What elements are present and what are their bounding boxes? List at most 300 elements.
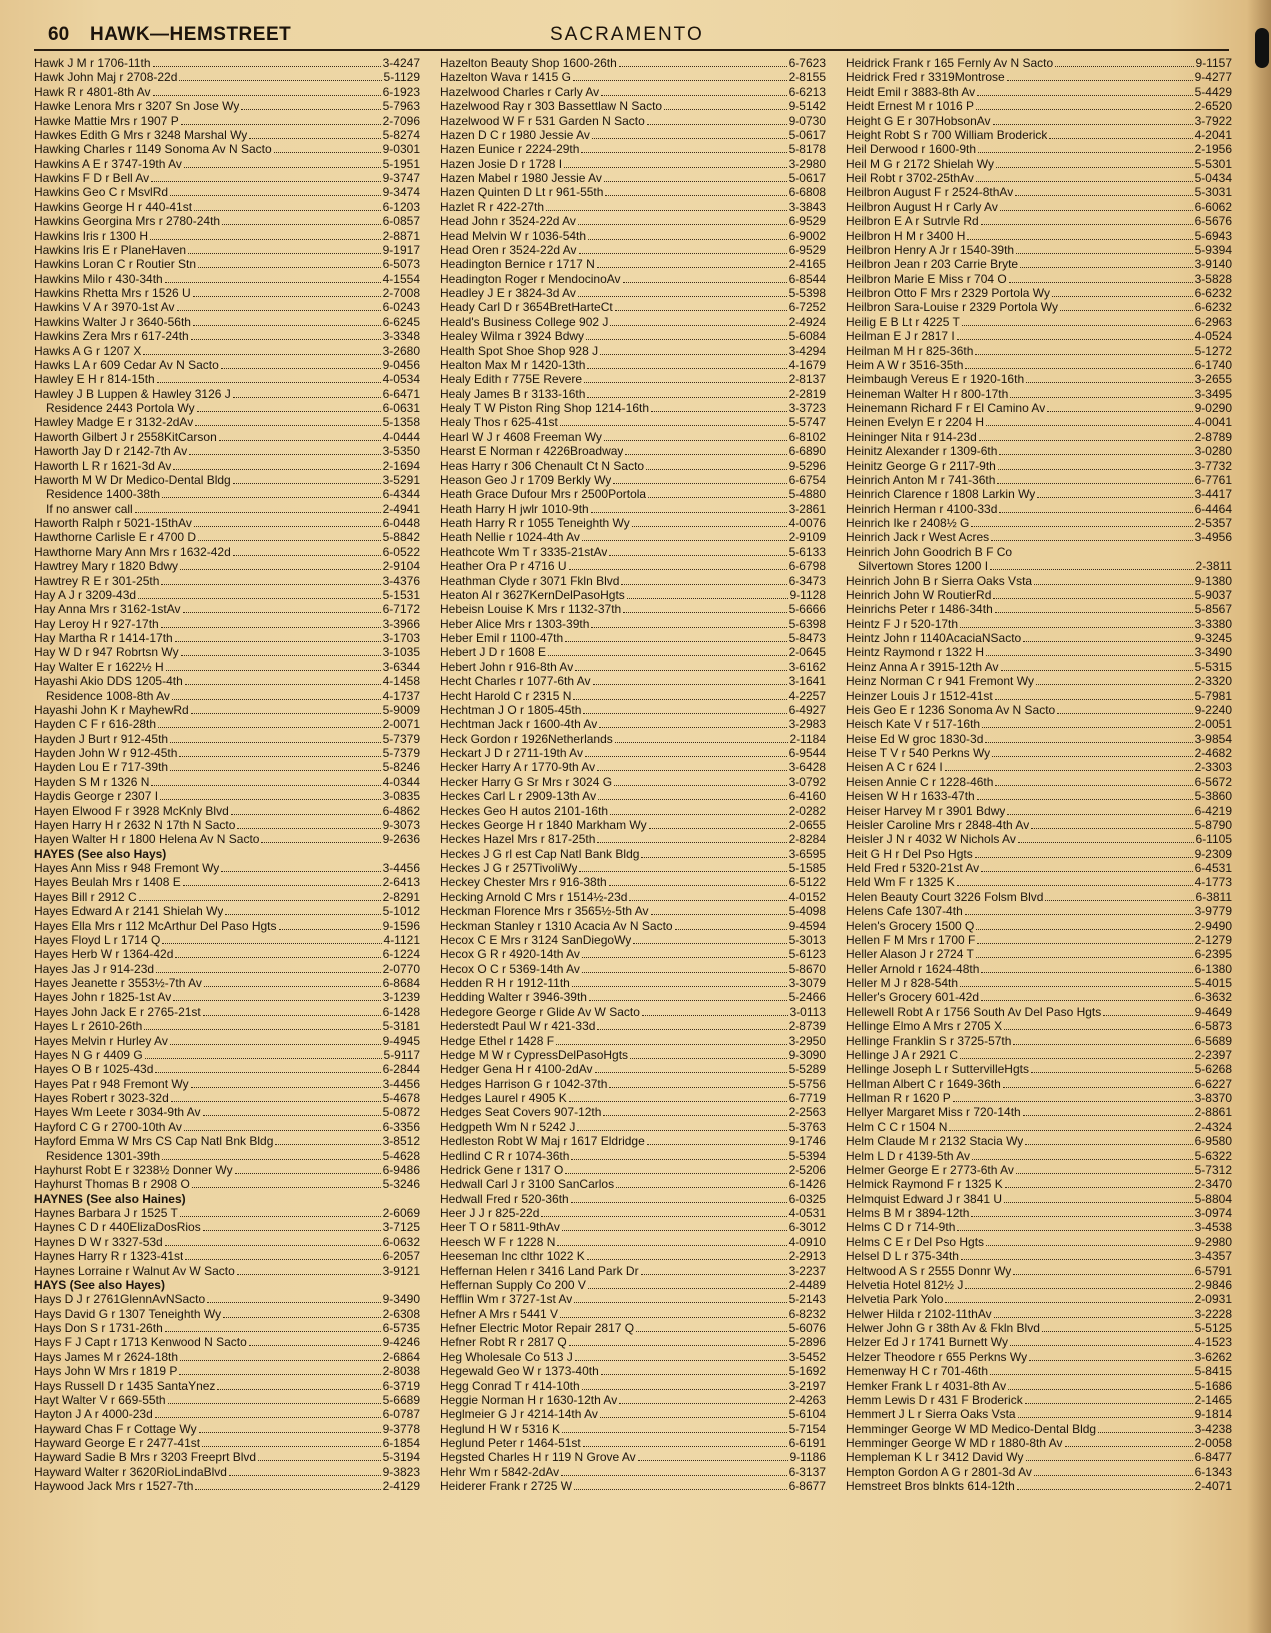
dot-leader [219,440,381,441]
entry-name: Hellen F M Mrs r 1700 F [846,932,976,947]
entry-name: Hempton Gordon A G r 2801-3d Av [846,1464,1032,1479]
entry-name: Healy James B r 3133-16th [440,386,586,401]
entry-name: Heeseman Inc clthr 1022 K [440,1249,585,1264]
entry-phone: 6-9544 [788,746,826,760]
entry-name: Heath Harry H jwlr 1010-9th [440,501,589,516]
directory-entry [440,847,826,861]
dot-leader [609,555,786,556]
entry-name: Heinitz George G r 2117-9th [846,458,996,473]
entry-phone: 6-1923 [382,84,420,99]
entry-name: Helm Claude M r 2132 Stacia Wy [846,1134,1024,1149]
directory-entry [440,933,826,947]
entry-name: Heidrick Fred r 3319Montrose [846,70,1005,85]
dot-leader [995,699,1193,700]
directory-entry [440,157,826,171]
entry-phone: 6-0522 [382,544,420,559]
entry-name: Healy T W Piston Ring Shop 1214-16th [440,401,650,415]
directory-entry [440,775,826,789]
entry-phone: 2-9846 [1194,1277,1232,1292]
dot-leader [144,1029,380,1030]
entry-phone: 4-0524 [1194,329,1232,344]
entry-name: Hawkins Iris E r PlaneHaven [34,242,187,257]
entry-phone: 2-0770 [382,961,420,976]
dot-leader [648,497,787,498]
entry-phone: 4-0076 [788,516,826,530]
city-heading: SACRAMENTO [550,24,704,45]
entry-name: Heinrich Ike r 2408½ G [846,516,970,530]
entry-name: Heinrich Clarence r 1808 Larkin Wy [846,487,1036,502]
dot-leader [949,1130,1192,1131]
dot-leader [957,1230,1192,1231]
directory-entry [440,1450,826,1464]
entry-phone: 2-4489 [788,1277,826,1292]
entry-phone: 5-3860 [1194,789,1232,804]
dot-leader [546,210,787,211]
directory-entry [846,617,1232,631]
dot-leader [603,1115,786,1116]
entry-name: Heilman E J r 2817 I [846,329,955,344]
page-binding-shadow [1247,0,1271,1633]
entry-name: Head Oren r 3524-22d Av [440,242,577,257]
dot-leader [975,354,1192,355]
directory-entry [846,1249,1232,1263]
directory-entry [440,674,826,688]
entry-name: Heiderer Frank r 2725 W [440,1479,573,1494]
entry-name: Heiser Harvey M r 3901 Bdwy [846,803,1006,818]
entry-phone: 6-3632 [1194,990,1232,1005]
entry-name: Hayes N G r 4409 G [34,1047,143,1062]
dot-leader [981,224,1193,225]
dot-leader [976,957,1193,958]
dot-leader [1025,1144,1192,1145]
dot-leader [985,742,1192,743]
dot-leader [1036,684,1193,685]
directory-entry [846,1350,1232,1364]
entry-phone: 6-3356 [382,1119,420,1134]
dot-leader [957,885,1193,886]
dot-leader [165,1331,381,1332]
entry-name: Heinen Evelyn E r 2204 H [846,415,985,430]
directory-entry [440,1120,826,1134]
entry-phone: 5-1531 [382,587,420,602]
directory-entry [440,1249,826,1263]
dot-leader [651,411,787,412]
dot-leader [600,354,787,355]
dot-leader [957,339,1193,340]
entry-phone: 3-2680 [382,343,420,358]
entry-phone: 2-6069 [382,1206,420,1220]
entry-name: Helvetia Park Yolo [846,1292,944,1307]
entry-phone: 2-8137 [788,372,826,387]
dot-leader [591,512,787,513]
entry-phone: 6-6471 [382,386,420,401]
dot-leader [221,368,381,369]
directory-entry [846,962,1232,976]
entry-phone: 3-0113 [789,1004,826,1019]
entry-name: Heller's Grocery 601-42d [846,990,980,1005]
entry-phone: 2-1465 [1194,1392,1232,1407]
entry-phone: 6-6062 [1194,199,1232,214]
entry-name: Helmick Raymond F r 1325 K [846,1177,1003,1192]
entry-phone: 5-6133 [788,544,826,559]
directory-entry [34,674,420,688]
entry-name: Hawthorne Mary Ann Mrs r 1632-42d [34,544,231,559]
dot-leader [965,1288,1192,1289]
entry-name: Hazen Quinten D Lt r 961-55th [440,185,604,200]
entry-phone: 4-0041 [1194,415,1232,430]
dot-leader [203,1230,381,1231]
dot-leader [998,469,1193,470]
entry-name: Height Robt S r 700 William Broderick [846,127,1048,142]
entry-phone: 2-3470 [1194,1177,1232,1192]
entry-name: Heath Harry R r 1055 Teneighth Wy [440,516,630,530]
entry-name: Hayden Lou E r 717-39th [34,760,169,775]
dot-leader [233,397,381,398]
entry-name: Hedgpeth Wm N r 5242 J [440,1119,576,1134]
directory-entry [846,257,1232,271]
entry-name: Hebert J D r 1608 E [440,645,547,660]
entry-name: Haynes Barbara J r 1525 T [34,1206,178,1220]
entry-phone: 6-7719 [788,1091,826,1105]
entry-name: Haynes Lorraine r Walnut Av W Sacto [34,1263,235,1278]
entry-name: Heglund Peter r 1464-51st [440,1436,581,1450]
dot-leader [992,756,1192,757]
dot-leader [996,167,1193,168]
dot-leader [191,713,381,714]
dot-leader [1016,1173,1193,1174]
entry-name: Hedges Harrison G r 1042-37th [440,1076,608,1091]
entry-phone: 2-0051 [1194,717,1232,732]
directory-entry [34,1105,420,1119]
directory-entry [440,473,826,487]
directory-entry [440,890,826,904]
dot-leader [595,1072,787,1073]
entry-name: Heineman Walter H r 800-17th [846,386,1009,401]
entry-phone: 5-6322 [1194,1148,1232,1163]
dot-leader [615,742,788,743]
dot-leader [587,397,786,398]
entry-phone: 5-2143 [788,1292,826,1307]
entry-name: Heer T O r 5811-9thAv [440,1220,560,1235]
directory-entry [34,703,420,717]
entry-name: Haworth Ralph r 5021-15thAv [34,516,192,530]
entry-phone: 9-3245 [1194,631,1232,645]
entry-phone: 2-2397 [1194,1047,1232,1062]
entry-phone: 9-1380 [1194,573,1232,588]
entry-name: Heidt Emil r 3883-8th Av [846,84,976,99]
entry-name: Heller Alason J r 2724 T [846,947,974,962]
dot-leader [175,957,380,958]
entry-phone: 2-6308 [382,1306,420,1321]
directory-entry [846,904,1232,918]
dot-leader [139,900,381,901]
dot-leader [249,138,380,139]
directory-entry [440,387,826,401]
directory-entry [846,1019,1232,1033]
entry-phone: 3-6344 [382,659,420,674]
entry-name: Heltwood A S r 2555 Donnr Wy [846,1263,1012,1278]
directory-entry [846,760,1232,774]
dot-leader [156,972,381,973]
directory-entry [34,1120,420,1134]
entry-phone: 5-0434 [1194,171,1232,185]
entry-name: Head Melvin W r 1036-54th [440,228,587,243]
directory-entry [846,818,1232,832]
entry-phone: 5-3031 [1194,185,1232,200]
directory-entry [34,157,420,171]
directory-entry [34,300,420,314]
directory-entry [440,689,826,703]
entry-phone: 5-0617 [788,171,826,185]
dot-leader [150,239,381,240]
entry-phone: 3-0280 [1194,444,1232,459]
directory-entry [846,1005,1232,1019]
directory-entry [846,473,1232,487]
directory-entry [34,1450,420,1464]
entry-phone: 2-2819 [788,386,826,401]
directory-column-2 [440,56,826,1494]
dot-leader [636,1331,787,1332]
entry-name: Hayward Sadie B Mrs r 3203 Freeprt Blvd [34,1450,257,1465]
entry-name: Heady Carl D r 3654BretHarteCt [440,300,613,315]
directory-entry [34,1249,420,1263]
directory-entry [846,1264,1232,1278]
dot-leader [990,1374,1193,1375]
entry-phone: 5-6943 [1194,228,1232,243]
dot-leader [225,914,380,915]
entry-phone: 6-0787 [382,1407,420,1422]
page-header [48,24,1228,50]
entry-phone: 5-6689 [382,1392,420,1407]
directory-entry [440,545,826,559]
entry-phone: 3-9140 [1194,257,1232,272]
directory-entry [440,631,826,645]
entry-name: Hawley E H r 814-15th [34,372,155,387]
directory-entry [440,502,826,516]
dot-leader [632,526,787,527]
entry-phone: 5-5125 [1194,1321,1232,1335]
dot-leader [976,929,1192,930]
directory-entry [34,832,420,846]
directory-entry [440,1278,826,1292]
entry-name: Heinrich John W RoutierRd [846,587,992,602]
entry-phone: 3-7922 [1194,113,1232,128]
directory-entry [846,358,1232,372]
entry-name: Hechtman J O r 1805-45th [440,702,582,717]
entry-name: Hayes Melvin r Hurley Av [34,1033,168,1048]
entry-name: Heininger Nita r 914-23d [846,429,977,444]
directory-entry [440,300,826,314]
dot-leader [1029,1360,1193,1361]
directory-entry [846,459,1232,473]
entry-phone: 3-3966 [382,616,420,631]
directory-entry [34,516,420,530]
directory-entry [846,645,1232,659]
entry-phone: 3-1035 [382,645,420,660]
dot-leader [171,1101,381,1102]
entry-phone: 3-1703 [382,631,420,645]
directory-entry [846,530,1232,544]
dot-leader [588,239,787,240]
dot-leader [577,1130,786,1131]
directory-entry [440,832,826,846]
directory-entry [34,588,420,602]
entry-phone: 2-4324 [1194,1119,1232,1134]
dot-leader [207,1302,380,1303]
dot-leader [195,425,380,426]
entry-phone: 2-4682 [1194,746,1232,760]
entry-name: Heckman Stanley r 1310 Acacia Av N Sacto [440,918,673,933]
entry-name: Hayashi John K r MayhewRd [34,702,189,717]
dot-leader [587,1259,787,1260]
directory-entry [440,1163,826,1177]
entry-phone: 5-4015 [1194,976,1232,990]
entry-phone: 3-2655 [1194,372,1232,387]
entry-name: Hedwall Carl J r 3100 SanCarlos [440,1177,615,1192]
entry-phone: 6-6808 [788,185,826,200]
directory-entry [34,559,420,573]
entry-phone: 9-2309 [1194,846,1232,861]
dot-leader [986,425,1193,426]
directory-entry [846,602,1232,616]
directory-entry [846,1422,1232,1436]
entry-phone: 6-4531 [1194,861,1232,875]
entry-name: Heinitz Alexander r 1309-6th [846,444,998,459]
directory-entry [34,1479,420,1493]
directory-entry [34,473,420,487]
directory-entry [846,919,1232,933]
entry-name: Heffernan Helen r 3416 Land Park Dr [440,1263,639,1278]
dot-leader [627,598,788,599]
entry-phone: 6-6798 [788,559,826,574]
entry-name: Hawtrey Mary r 1820 Bdwy [34,559,179,574]
dot-leader [994,1317,1193,1318]
entry-phone: 6-0448 [382,516,420,530]
dot-leader [582,972,787,973]
entry-name: Hazelwood Ray r 303 Bassettlaw N Sacto [440,99,663,114]
directory-entry [440,818,826,832]
entry-phone: 5-8670 [788,961,826,976]
directory-entry [846,300,1232,314]
directory-entry [34,746,420,760]
entry-name: Hellinge J A r 2921 C [846,1047,959,1062]
directory-entry [34,114,420,128]
entry-name: Hawk R r 4801-8th Av [34,84,151,99]
entry-name: Hempleman K L r 3412 David Wy [846,1450,1024,1465]
directory-entry [846,588,1232,602]
entry-name: Hayes Jeanette r 3553½-7th Av [34,976,202,990]
directory-entry [846,703,1232,717]
directory-entry [440,200,826,214]
directory-entry [846,85,1232,99]
directory-entry [440,760,826,774]
directory-entry [440,1105,826,1119]
entry-name: Heath Nellie r 1024-4th Av [440,530,580,545]
entry-phone: 5-7981 [1194,688,1232,703]
dot-leader [1013,1274,1192,1275]
entry-phone: 2-0655 [788,817,826,832]
entry-phone: 5-4628 [382,1148,420,1163]
dot-leader [1007,80,1193,81]
header-rule [34,49,1229,51]
dot-leader [185,1259,380,1260]
dot-leader [945,770,1193,771]
entry-phone: 2-7008 [382,286,420,300]
dot-leader [586,339,787,340]
entry-phone: 5-7154 [788,1421,826,1436]
entry-name: Hecox O C r 5369-14th Av [440,961,580,976]
directory-entry [846,1364,1232,1378]
directory-entry [846,1479,1232,1493]
entry-phone: 2-2913 [788,1249,826,1264]
directory-entry [440,1077,826,1091]
dot-leader [623,282,787,283]
entry-name: Heas Harry r 306 Chenault Ct N Sacto [440,458,645,473]
entry-phone: 5-4098 [788,904,826,919]
directory-entry [846,1177,1232,1191]
entry-name: Heber Emil r 1100-47th [440,631,564,645]
entry-phone: 4-1737 [382,688,420,703]
entry-phone: 3-4456 [382,861,420,875]
entry-phone: 5-9037 [1194,587,1232,602]
dot-leader [162,497,381,498]
entry-name: Heim A W r 3516-35th [846,357,964,372]
entry-name: Haydis George r 2307 I [34,789,159,804]
directory-entry [846,890,1232,904]
directory-entry [34,1393,420,1407]
directory-entry [34,1091,420,1105]
dot-leader [967,239,1192,240]
entry-name: Hay Walter E r 1622½ H [34,659,164,674]
directory-entry [34,1149,420,1163]
dot-leader [990,569,1193,570]
directory-entry [34,1077,420,1091]
entry-name: Heglmeier G J r 4214-14th Av [440,1407,598,1422]
directory-entry [846,1335,1232,1349]
entry-name: Heck Gordon r 1926Netherlands [440,731,613,746]
directory-entry [846,1220,1232,1234]
dot-leader [675,929,787,930]
dot-leader [641,1274,787,1275]
entry-phone: 6-4927 [788,702,826,717]
directory-entry [34,401,420,415]
entry-name: Heintz Raymond r 1322 H [846,645,985,660]
dot-leader [170,742,381,743]
entry-name: Hedge Ethel r 1428 F [440,1033,555,1048]
entry-phone: 5-0872 [382,1105,420,1120]
directory-entry [440,530,826,544]
dot-leader [598,799,787,800]
directory-entry [440,875,826,889]
directory-entry [34,1379,420,1393]
entry-name: Hayes Bill r 2912 C [34,889,137,904]
entry-name: Held Wm F r 1325 K [846,875,955,890]
dot-leader [587,368,786,369]
entry-phone: 9-3073 [382,817,420,832]
directory-entry [34,919,420,933]
entry-phone: 3-3723 [788,401,826,415]
dot-leader [623,612,786,613]
entry-name: Hawkins Rhetta Mrs r 1526 U [34,286,191,300]
dot-leader [574,1302,786,1303]
directory-entry [846,286,1232,300]
directory-entry [846,1206,1232,1220]
directory-entry [440,1479,826,1493]
dot-leader [976,109,1193,110]
entry-name: Helm L D r 4139-5th Av [846,1148,971,1163]
dot-leader [170,195,381,196]
dot-leader [979,440,1193,441]
